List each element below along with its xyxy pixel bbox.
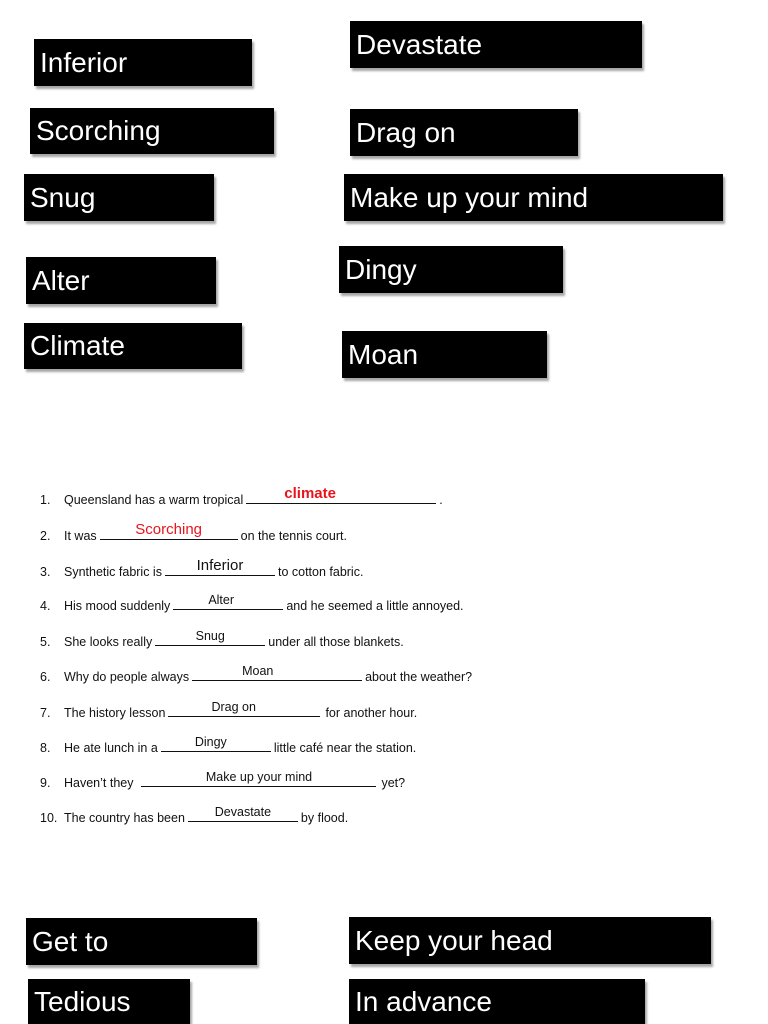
exercise-text-before: Why do people always bbox=[64, 670, 190, 684]
answer-blank[interactable] bbox=[141, 770, 376, 787]
exercise-text-before: Queensland has a warm tropical bbox=[64, 493, 244, 507]
answer-text: Inferior bbox=[196, 557, 244, 574]
exercise-text-before: He ate lunch in a bbox=[64, 741, 158, 755]
answer-text: Alter bbox=[208, 593, 235, 607]
word-card-label: Dingy bbox=[345, 253, 417, 285]
answer-blank[interactable] bbox=[192, 664, 362, 681]
answer-text: Dingy bbox=[194, 735, 227, 749]
answer-blank[interactable] bbox=[246, 485, 436, 504]
exercise-text-after: by flood. bbox=[300, 811, 349, 825]
exercise-text-after: under all those blankets. bbox=[268, 635, 404, 649]
exercise-6 bbox=[40, 664, 473, 684]
word-card-label: Tedious bbox=[34, 985, 131, 1017]
word-card-label: Keep your head bbox=[355, 924, 553, 956]
exercise-text-before: It was bbox=[64, 529, 97, 543]
exercise-text-before: The history lesson bbox=[64, 706, 166, 720]
exercise-text-after: . bbox=[439, 493, 443, 507]
word-card-get-to bbox=[26, 918, 257, 965]
word-card-alter bbox=[26, 257, 216, 304]
answer-text: climate bbox=[284, 485, 336, 502]
answer-blank[interactable] bbox=[165, 557, 275, 576]
exercise-1 bbox=[40, 485, 443, 507]
exercise-8 bbox=[40, 735, 417, 755]
word-card-inferior bbox=[34, 39, 252, 86]
word-card-moan bbox=[342, 331, 547, 378]
word-card-snug bbox=[24, 174, 214, 221]
exercise-text-after: on the tennis court. bbox=[240, 529, 347, 543]
exercise-3 bbox=[40, 557, 364, 579]
word-card-label: Get to bbox=[32, 925, 109, 957]
exercise-number: 6. bbox=[40, 670, 51, 684]
exercise-text-before: Haven’t they bbox=[64, 776, 134, 790]
exercise-9 bbox=[40, 770, 406, 790]
answer-blank[interactable] bbox=[188, 805, 298, 822]
answer-blank[interactable] bbox=[161, 735, 271, 752]
exercise-text-after: about the weather? bbox=[365, 670, 473, 684]
word-card-label: Moan bbox=[348, 338, 419, 370]
exercise-text-before: She looks really bbox=[64, 635, 153, 649]
answer-blank[interactable] bbox=[100, 521, 238, 540]
exercise-number: 10. bbox=[40, 811, 58, 825]
word-card-dingy bbox=[339, 246, 563, 293]
word-card-label: Make up your mind bbox=[350, 181, 589, 213]
word-card-label: In advance bbox=[355, 985, 492, 1017]
exercise-text-after: yet? bbox=[381, 776, 406, 790]
word-card-label: Snug bbox=[30, 181, 96, 213]
exercise-text-after: little café near the station. bbox=[273, 741, 417, 755]
exercise-text-before: Synthetic fabric is bbox=[64, 565, 162, 579]
exercise-4 bbox=[40, 593, 464, 613]
exercise-text-after: and he seemed a little annoyed. bbox=[286, 599, 464, 613]
answer-text: Devastate bbox=[214, 805, 272, 819]
exercise-text-after: to cotton fabric. bbox=[277, 565, 364, 579]
word-card-in-advance bbox=[349, 979, 645, 1024]
word-card-tedious bbox=[28, 979, 190, 1024]
exercise-5 bbox=[40, 629, 404, 649]
word-card-climate bbox=[24, 323, 242, 369]
exercise-number: 4. bbox=[40, 599, 51, 613]
answer-blank[interactable] bbox=[173, 593, 283, 610]
word-card-scorching bbox=[30, 108, 274, 154]
answer-text: Snug bbox=[195, 629, 225, 643]
word-card-label: Drag on bbox=[356, 116, 456, 148]
exercise-text-after: for another hour. bbox=[325, 706, 418, 720]
answer-text: Make up your mind bbox=[205, 770, 313, 784]
word-card-devastate bbox=[350, 21, 642, 68]
answer-text: Scorching bbox=[135, 521, 202, 538]
exercise-number: 2. bbox=[40, 529, 51, 543]
answer-text: Drag on bbox=[211, 700, 256, 714]
exercise-7 bbox=[40, 700, 418, 720]
exercise-number: 9. bbox=[40, 776, 51, 790]
exercise-number: 8. bbox=[40, 741, 51, 755]
word-card-label: Inferior bbox=[40, 46, 128, 78]
answer-blank[interactable] bbox=[168, 700, 320, 717]
answer-blank[interactable] bbox=[155, 629, 265, 646]
exercise-number: 1. bbox=[40, 493, 51, 507]
word-card-keep-your-head bbox=[349, 917, 711, 964]
exercise-text-before: The country has been bbox=[64, 811, 185, 825]
exercise-number: 3. bbox=[40, 565, 51, 579]
word-card-label: Alter bbox=[32, 264, 90, 296]
word-card-label: Scorching bbox=[36, 115, 161, 146]
exercise-2 bbox=[40, 521, 347, 543]
word-card-make-up-your-mind bbox=[344, 174, 723, 221]
exercise-10 bbox=[40, 805, 349, 825]
exercise-text-before: His mood suddenly bbox=[64, 599, 171, 613]
word-card-label: Climate bbox=[30, 330, 125, 361]
exercise-number: 5. bbox=[40, 635, 51, 649]
word-card-label: Devastate bbox=[356, 28, 483, 60]
answer-text: Moan bbox=[242, 664, 274, 678]
exercise-number: 7. bbox=[40, 706, 51, 720]
word-card-drag-on bbox=[350, 109, 578, 156]
